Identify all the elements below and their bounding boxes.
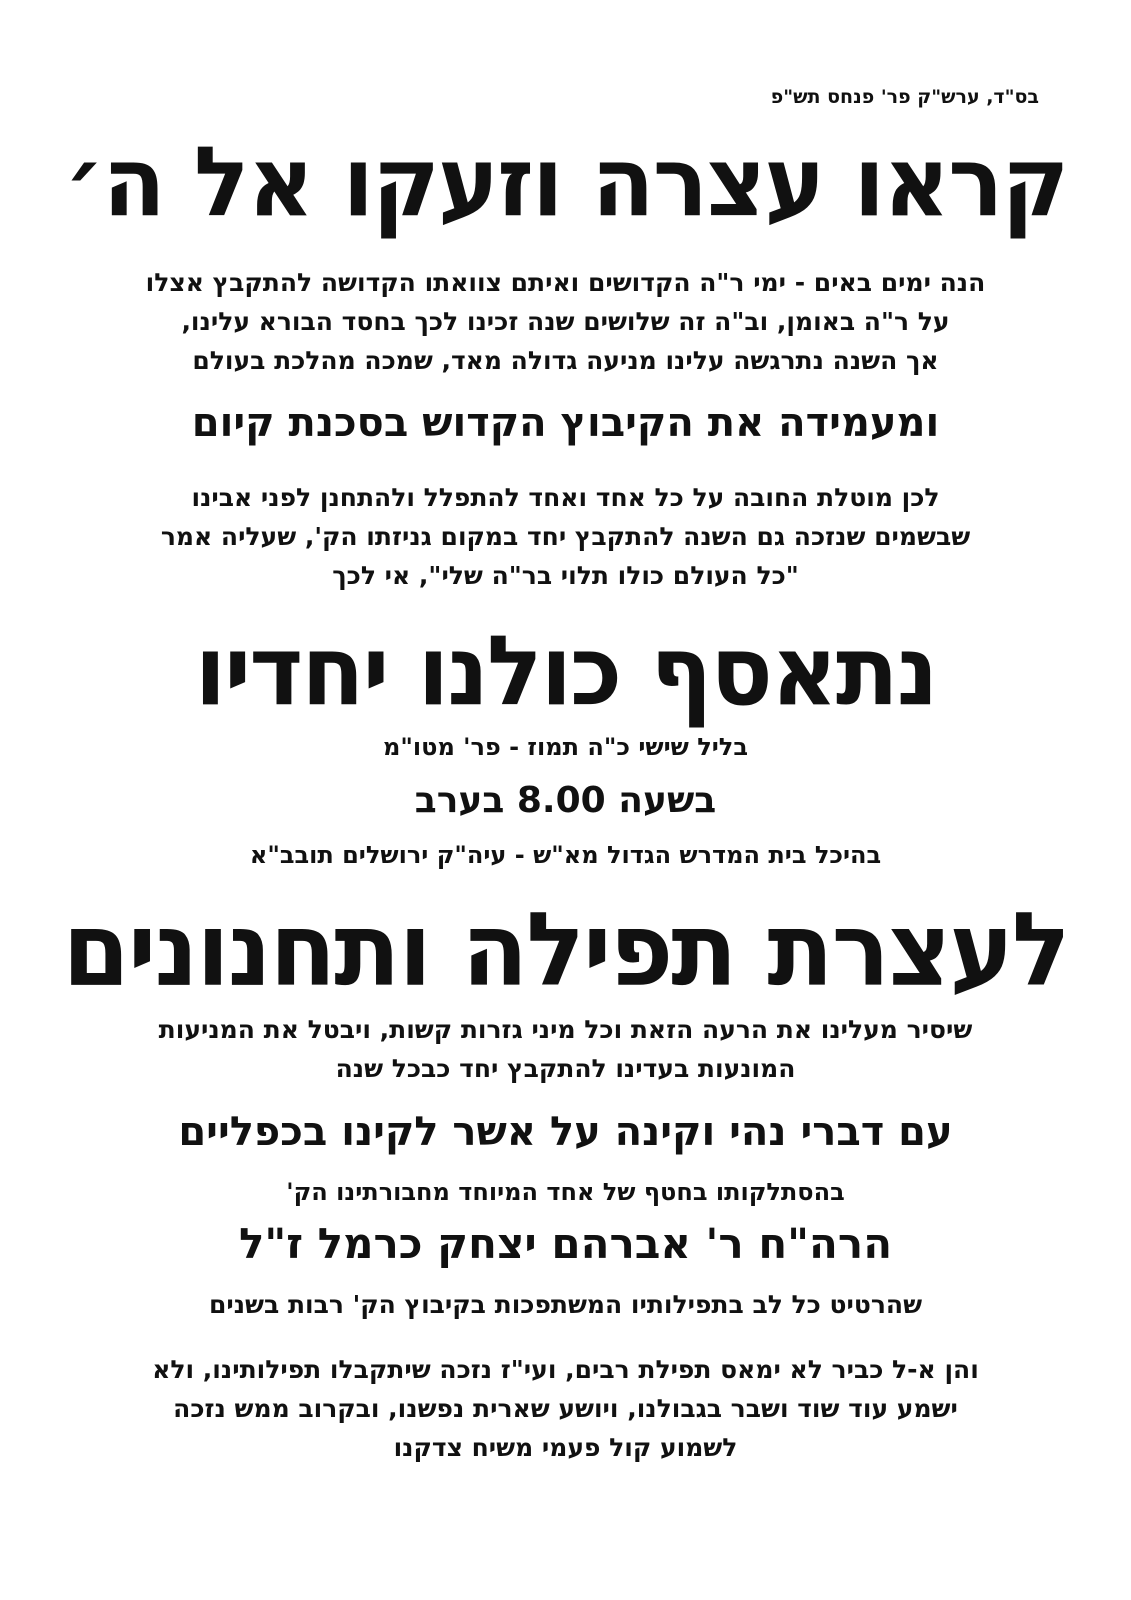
duty-line: שבשמים שנזכה גם השנה להתקבץ יחד במקום גניזתו הק', שעליה אמר (160, 522, 971, 551)
remove-paragraph (80, 1010, 1051, 1088)
moved-line (80, 1285, 1051, 1324)
duty-paragraph (80, 478, 1051, 595)
intro-paragraph (80, 263, 1051, 380)
duty-line: "כל העולם כולו תלוי בר"ה שלי", אי לכך (332, 561, 799, 590)
closing-line: ישמע עוד שוד ושבר בגבולנו, ויושע שארית נפשנו, ובקרוב ממש נזכה (173, 1394, 958, 1423)
night-line (80, 728, 1051, 767)
intro-line: אך השנה נתרגשה עלינו מניעה גדולה מאד, שמכה מהלכת בעולם (192, 346, 939, 375)
closing-paragraph (80, 1350, 1051, 1467)
closing-line: לשמוע קול פעמי משיח צדקנו (393, 1433, 738, 1462)
moved-text: שהרטיט כל לב בתפילותיו המשתפכות בקיבוץ הק' רבות בשנים (208, 1290, 923, 1319)
lament-subheading: עם דברי נהי וקינה על אשר לקינו בכפליים (178, 1109, 953, 1155)
place-text: בהיכל בית המדרש הגדול מא"ש - עיה"ק ירושלים תובב"א (249, 841, 882, 869)
gather-headline: נתאסף כולנו יחדיו (194, 615, 937, 728)
remove-line: המונעות בעדינו להתקבץ יחד כבכל שנה (335, 1054, 796, 1083)
night-text: בליל שישי כ"ה תמוז - פר' מטו"מ (383, 733, 748, 761)
closing-line: והן א-ל כביר לא ימאס תפילת רבים, ועי"ז נזכה שיתקבלו תפילותינו, ולא (152, 1355, 979, 1384)
intro-line: על ר"ה באומן, וב"ה זה שלושים שנה זכינו לכך בחסד הבורא עלינו, (181, 307, 950, 336)
name-subheading: הרה"ח ר' אברהם יצחק כרמל ז"ל (238, 1219, 893, 1268)
prayer-headline: לעצרת תפילה ותחנונים (62, 890, 1069, 1009)
place-line (80, 836, 1051, 875)
dateline: בס"ד, ערש"ק פר' פנחס תש"פ (770, 86, 1039, 108)
passing-line (80, 1173, 1051, 1212)
passing-text: בהסתלקותו בחטף של אחד המיוחד מחבורתינו הק' (286, 1178, 845, 1206)
remove-line: שיסיר מעלינו את הרעה הזאת וכל מיני גזרות קשות, ויבטל את המניעות (158, 1015, 973, 1044)
main-headline: קראו עצרה וזעקו אל ה׳ (63, 126, 1068, 239)
danger-subheading: ומעמידה את הקיבוץ הקדוש בסכנת קיום (191, 400, 940, 446)
intro-line: הנה ימים באים - ימי ר"ה הקדושים ואיתם צוואתו הקדושה להתקבץ אצלו (145, 268, 986, 297)
time-subheading: בשעה 8.00 בערב (414, 780, 717, 821)
duty-line: לכן מוטלת החובה על כל אחד ואחד להתפלל ולהתחנן לפני אבינו (191, 483, 940, 512)
